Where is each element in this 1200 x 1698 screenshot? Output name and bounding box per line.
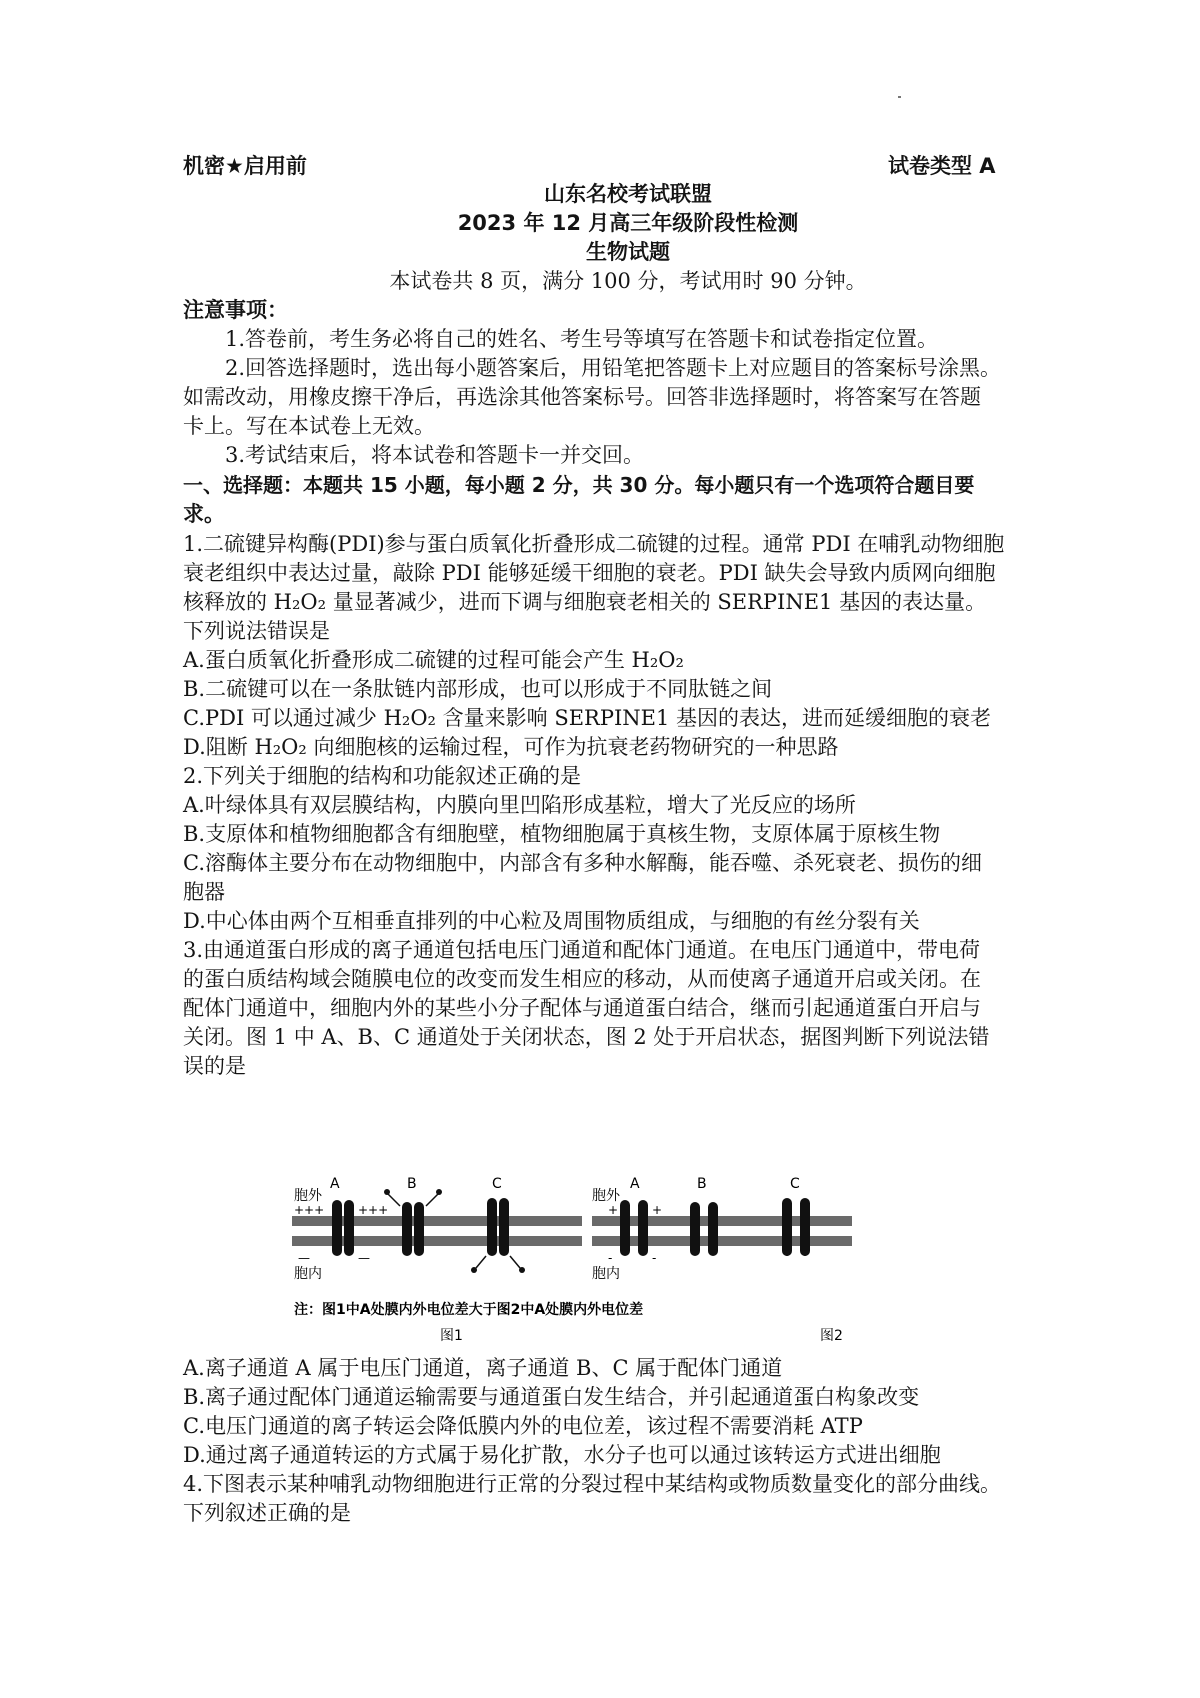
bound-ligand-dot: [802, 1250, 808, 1256]
confidential-label: 机密★启用前: [183, 154, 307, 178]
q2-option-b: B.支原体和植物细胞都含有细胞壁，植物细胞属于真核生物，支原体属于原核生物: [183, 822, 941, 846]
channel-a-right: [344, 1200, 354, 1256]
section-1-title: 一、选择题：本题共 15 小题，每小题 2 分，共 30 分。每小题只有一个选项符合题目要: [183, 473, 975, 497]
q1-option-c: C.PDI 可以通过减少 H₂O₂ 含量来影响 SERPINE1 基因的表达，进而延缓细胞的衰老: [183, 706, 992, 730]
fig2-plus-right: +: [652, 1203, 663, 1217]
q1-stem-line-1: 1.二硫键异构酶(PDI)参与蛋白质氧化折叠形成二硫键的过程。通常 PDI 在哺乳动物细胞: [183, 532, 1005, 556]
ligand-arrow-b-left: [388, 1194, 400, 1206]
scan-speck: [898, 96, 901, 98]
channel-c-left: [487, 1198, 497, 1256]
fig1-outside-label: 胞外: [294, 1188, 322, 1204]
section-1-title-cont: 求。: [183, 502, 225, 526]
note-1: 1.答卷前，考生务必将自己的姓名、考生号等填写在答题卡和试卷指定位置。: [225, 327, 939, 351]
q3-stem-line-2: 的蛋白质结构域会随膜电位的改变而发生相应的移动，从而使离子通道开启或关闭。在: [183, 967, 981, 991]
q4-stem-line-2: 下列叙述正确的是: [183, 1501, 351, 1525]
q1-option-b: B.二硫键可以在一条肽链内部形成，也可以形成于不同肽链之间: [183, 677, 773, 701]
ligand-dot: [384, 1189, 390, 1195]
channel-a-right-open: [638, 1200, 648, 1256]
exam-org-title: 山东名校考试联盟: [544, 182, 712, 206]
channel-c-right-open: [800, 1198, 810, 1256]
q2-option-c-cont: 胞器: [183, 880, 225, 904]
fig2-minus-left: -: [608, 1251, 613, 1265]
ligand-arrow-c-left: [476, 1256, 486, 1268]
ion-channel-figure: [292, 1176, 912, 1348]
fig2-label-a: A: [630, 1176, 640, 1192]
q1-stem-line-2: 衰老组织中表达过量，敲除 PDI 能够延缓干细胞的衰老。PDI 缺失会导致内质网向细胞: [183, 561, 996, 585]
note-3: 3.考试结束后，将本试卷和答题卡一并交回。: [225, 443, 645, 467]
q1-option-a: A.蛋白质氧化折叠形成二硫键的过程可能会产生 H₂O₂: [183, 648, 684, 672]
q3-option-d: D.通过离子通道转运的方式属于易化扩散，水分子也可以通过该转运方式进出细胞: [183, 1443, 941, 1467]
figure-1-panel: [292, 1176, 582, 1282]
q1-stem-line-4: 下列说法错误是: [183, 619, 330, 643]
figure-2-caption: 图2: [820, 1328, 843, 1344]
q2-option-a: A.叶绿体具有双层膜结构，内膜向里凹陷形成基粒，增大了光反应的场所: [183, 793, 856, 817]
bound-ligand-dot: [692, 1203, 698, 1209]
channel-b-right-open: [708, 1202, 718, 1256]
ligand-dot: [519, 1267, 525, 1273]
q3-stem-line-4: 关闭。图 1 中 A、B、C 通道处于关闭状态，图 2 处于开启状态，据图判断下列说法错: [183, 1025, 990, 1049]
figure-note: 注：图1中A处膜内外电位差大于图2中A处膜内外电位差: [294, 1302, 644, 1318]
fig2-minus-right: -: [652, 1251, 657, 1265]
ligand-dot: [436, 1189, 442, 1195]
fig1-label-b: B: [407, 1176, 417, 1192]
fig2-plus-left: +: [608, 1203, 619, 1217]
fig2-label-b: B: [697, 1176, 707, 1192]
figure-2-panel: [592, 1176, 852, 1282]
exam-title: 2023 年 12 月高三年级阶段性检测: [457, 211, 799, 235]
membrane-upper-band: [592, 1216, 852, 1226]
subject-title: 生物试题: [586, 240, 670, 264]
q2-stem: 2.下列关于细胞的结构和功能叙述正确的是: [183, 764, 582, 788]
channel-b-right: [414, 1202, 424, 1256]
channel-a-left: [332, 1200, 342, 1256]
q3-stem-line-5: 误的是: [183, 1054, 246, 1078]
bound-ligand-dot: [710, 1203, 716, 1209]
q3-option-c: C.电压门通道的离子转运会降低膜内外的电位差，该过程不需要消耗 ATP: [183, 1414, 863, 1438]
note-2-line-1: 2.回答选择题时，选出每小题答案后，用铅笔把答题卡上对应题目的答案标号涂黑。: [225, 356, 1002, 380]
fig1-plus-left: +++: [294, 1203, 325, 1217]
q3-option-b: B.离子通过配体门通道运输需要与通道蛋白发生结合，并引起通道蛋白构象改变: [183, 1385, 920, 1409]
fig1-minus-left: —: [298, 1251, 310, 1265]
channel-c-left-open: [782, 1198, 792, 1256]
fig2-outside-label: 胞外: [592, 1188, 620, 1204]
channel-b-left-open: [690, 1202, 700, 1256]
membrane-lower-band: [592, 1236, 852, 1246]
exam-meta: 本试卷共 8 页，满分 100 分，考试用时 90 分钟。: [389, 269, 867, 293]
q1-option-d: D.阻断 H₂O₂ 向细胞核的运输过程，可作为抗衰老药物研究的一种思路: [183, 735, 839, 759]
q3-stem-line-3: 配体门通道中，细胞内外的某些小分子配体与通道蛋白结合，继而引起通道蛋白开启与: [183, 996, 981, 1020]
ligand-arrow-c-right: [510, 1256, 520, 1268]
channel-a-left-open: [620, 1200, 630, 1256]
note-2-line-3: 卡上。写在本试卷上无效。: [183, 414, 435, 438]
fig1-label-a: A: [330, 1176, 340, 1192]
figure-1-caption: 图1: [440, 1328, 463, 1344]
q3-option-a: A.离子通道 A 属于电压门通道，离子通道 B、C 属于配体门通道: [183, 1356, 783, 1380]
channel-c-right: [499, 1198, 509, 1256]
bound-ligand-dot: [784, 1250, 790, 1256]
paper-type-label: 试卷类型 A: [888, 154, 996, 178]
q2-option-d: D.中心体由两个互相垂直排列的中心粒及周围物质组成，与细胞的有丝分裂有关: [183, 909, 920, 933]
fig1-inside-label: 胞内: [294, 1266, 322, 1282]
fig1-plus-right: +++: [358, 1203, 389, 1217]
fig2-label-c: C: [790, 1176, 800, 1192]
fig2-inside-label: 胞内: [592, 1266, 620, 1282]
q3-stem-line-1: 3.由通道蛋白形成的离子通道包括电压门通道和配体门通道。在电压门通道中，带电荷: [183, 938, 981, 962]
note-2-line-2: 如需改动，用橡皮擦干净后，再选涂其他答案标号。回答非选择题时，将答案写在答题: [183, 385, 981, 409]
q1-stem-line-3: 核释放的 H₂O₂ 量显著减少，进而下调与细胞衰老相关的 SERPINE1 基因的表达量。: [183, 590, 987, 614]
fig1-minus-right: —: [358, 1251, 370, 1265]
channel-b-left: [402, 1202, 412, 1256]
ligand-dot: [471, 1267, 477, 1273]
q2-option-c: C.溶酶体主要分布在动物细胞中，内部含有多种水解酶，能吞噬、杀死衰老、损伤的细: [183, 851, 982, 875]
notes-heading: 注意事项：: [183, 298, 288, 322]
ligand-arrow-b-right: [426, 1194, 438, 1206]
q4-stem-line-1: 4.下图表示某种哺乳动物细胞进行正常的分裂过程中某结构或物质数量变化的部分曲线。: [183, 1472, 1002, 1496]
fig1-label-c: C: [492, 1176, 502, 1192]
